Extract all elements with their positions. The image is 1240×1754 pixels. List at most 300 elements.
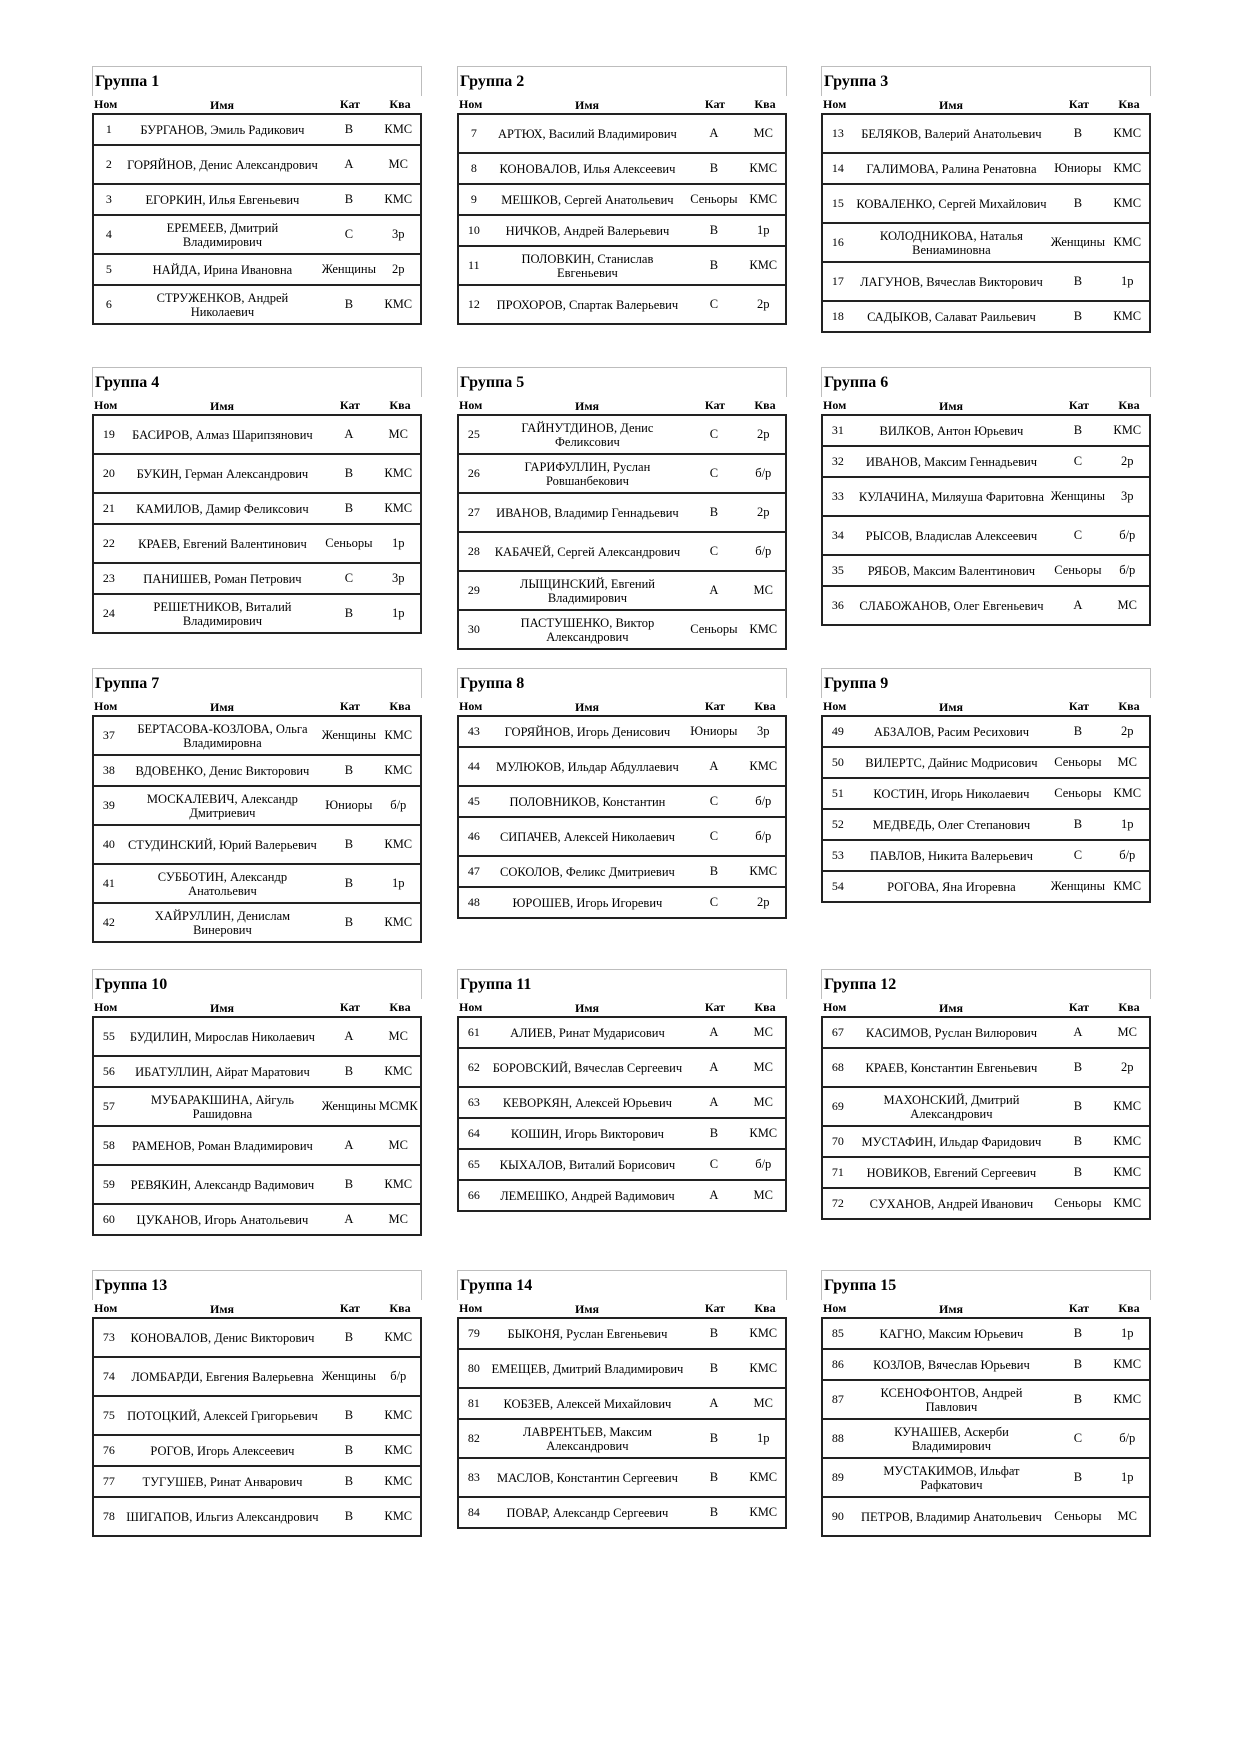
table-row [94,1436,420,1467]
cell-category: Юниоры [690,724,738,738]
header-qualification: Ква [1118,1000,1140,1014]
cell-name: РЕШЕТНИКОВ, Виталий Владимирович [153,599,292,628]
cell-num: 13 [831,126,844,140]
cell-num: 59 [102,1177,115,1191]
cell-name: КУНАШЕВ, Аскерби Владимирович [894,1424,1009,1453]
table-row [823,185,1149,224]
table-row [823,1189,1149,1218]
cell-qualification: КМС [384,915,413,929]
cell-num: 31 [831,423,844,437]
cell-name: МЕШКОВ, Сергей Анатольевич [501,192,674,207]
cell-qualification: б/р [1119,563,1136,577]
cell-num: 19 [102,427,115,441]
cell-name: САДЫКОВ, Салават Раильевич [867,309,1036,324]
table-header [92,1300,422,1319]
cell-name: КОЗЛОВ, Вячеслав Юрьевич [873,1357,1030,1372]
cell-num: 52 [831,817,844,831]
cell-qualification: КМС [384,728,413,742]
table-body [821,1319,1151,1537]
cell-name: ГОРЯЙНОВ, Денис Александрович [127,157,318,172]
cell-num: 21 [102,501,115,515]
header-category: Кат [704,398,726,412]
cell-name: РОГОВ, Игорь Алексеевич [150,1443,295,1458]
table-row [94,455,420,494]
cell-category: Сеньоры [1054,786,1102,800]
cell-qualification: МС [753,1188,773,1202]
cell-name: СТУДИНСКИЙ, Юрий Валерьевич [127,837,317,852]
cell-name: КОНОВАЛОВ, Илья Алексеевич [499,161,676,176]
table-row [459,1498,785,1527]
table-row [459,748,785,787]
cell-qualification: б/р [755,1157,772,1171]
cell-category: A [344,1212,354,1226]
table-row [94,1127,420,1166]
cell-name: МЕДВЕДЬ, Олег Степанович [872,817,1031,832]
cell-category: B [709,223,719,237]
table-row [94,787,420,826]
cell-qualification: МС [388,1029,408,1043]
table-row [94,185,420,216]
cell-category: B [1073,1357,1083,1371]
table-row [94,1088,420,1127]
header-qualification: Ква [754,699,776,713]
cell-qualification: 2р [1121,724,1134,738]
group-title: Группа 2 [457,66,787,96]
cell-name: СЛАБОЖАНОВ, Олег Евгеньевич [859,598,1044,613]
table-row [94,717,420,756]
table-row [823,1420,1149,1459]
cell-category: B [1073,126,1083,140]
cell-name: ПЕТРОВ, Владимир Анатольевич [860,1509,1042,1524]
table-row [94,756,420,787]
header-category: Кат [1068,1000,1090,1014]
cell-name: ХАЙРУЛЛИН, Денислам Винерович [154,908,291,937]
table-header [92,96,422,115]
cell-num: 54 [831,879,844,893]
cell-category: B [709,1470,719,1484]
cell-name: НАЙДА, Ирина Ивановна [152,262,293,277]
cell-category: B [344,606,354,620]
table-row [94,826,420,865]
header-qualification: Ква [1118,398,1140,412]
table-body [821,416,1151,626]
cell-name: ЮРОШЕВ, Игорь Игоревич [512,895,663,910]
table-row [94,216,420,255]
table-row [823,556,1149,587]
cell-num: 37 [102,728,115,742]
table-body [821,1018,1151,1220]
cell-category: B [1073,1060,1083,1074]
table-row [823,1049,1149,1088]
cell-num: 10 [467,223,480,237]
cell-category: B [344,763,354,777]
table-row [459,1018,785,1049]
cell-name: КАСИМОВ, Руслан Вилюрович [865,1025,1037,1040]
cell-num: 81 [467,1396,480,1410]
cell-num: 76 [102,1443,115,1457]
cell-category: B [1073,274,1083,288]
cell-qualification: КМС [384,1443,413,1457]
cell-qualification: КМС [384,1177,413,1191]
cell-name: ВИЛКОВ, Антон Юрьевич [879,423,1024,438]
header-num: Ном [823,398,847,412]
cell-qualification: КМС [1113,1134,1142,1148]
cell-num: 84 [467,1505,480,1519]
group-table [92,1270,422,1537]
table-header [92,999,422,1018]
header-category: Кат [704,97,726,111]
cell-category: B [344,1408,354,1422]
cell-category: B [709,1126,719,1140]
cell-qualification: МС [388,1138,408,1152]
cell-qualification: КМС [1113,1392,1142,1406]
cell-qualification: МС [753,1396,773,1410]
group-title: Группа 8 [457,668,787,698]
cell-category: B [344,876,354,890]
cell-num: 51 [831,786,844,800]
cell-name: МУБАРАКШИНА, Айгуль Рашидовна [150,1092,294,1121]
cell-name: КУЛАЧИНА, Миляуша Фаритовна [858,489,1044,504]
cell-category: B [344,837,354,851]
cell-category: B [344,297,354,311]
table-row [459,572,785,611]
cell-num: 61 [467,1025,480,1039]
cell-category: C [709,1157,719,1171]
cell-num: 83 [467,1470,480,1484]
cell-num: 4 [105,227,112,241]
cell-name: ПАВЛОВ, Никита Валерьевич [869,848,1033,863]
cell-qualification: КМС [749,1505,778,1519]
cell-name: БЫКОНЯ, Руслан Евгеньевич [507,1326,668,1341]
table-row [823,263,1149,302]
cell-qualification: КМС [749,161,778,175]
group-title: Группа 14 [457,1270,787,1300]
cell-num: 24 [102,606,115,620]
cell-name: ИВАНОВ, Максим Геннадьевич [865,454,1038,469]
group-title: Группа 4 [92,367,422,397]
cell-num: 33 [831,489,844,503]
cell-category: A [709,1188,719,1202]
cell-qualification: КМС [1113,423,1142,437]
cell-name: НИЧКОВ, Андрей Валерьевич [505,223,670,238]
cell-name: ШИГАПОВ, Ильгиз Александрович [126,1509,319,1524]
table-row [94,595,420,632]
cell-qualification: КМС [749,759,778,773]
cell-category: A [709,759,719,773]
cell-category: C [709,794,719,808]
header-name: Имя [939,1301,963,1316]
header-category: Кат [1068,1301,1090,1315]
cell-qualification: МС [753,1060,773,1074]
table-row [823,447,1149,478]
cell-category: A [344,157,354,171]
cell-qualification: 3р [392,571,405,585]
cell-category: B [1073,309,1083,323]
table-body [92,1319,422,1537]
cell-num: 20 [102,466,115,480]
header-name: Имя [939,398,963,413]
table-row [459,888,785,917]
table-row [459,1459,785,1498]
table-row [459,1420,785,1459]
cell-category: Юниоры [1054,161,1102,175]
header-num: Ном [459,1000,483,1014]
cell-qualification: КМС [749,1470,778,1484]
cell-qualification: КМС [749,1326,778,1340]
cell-num: 23 [102,571,115,585]
table-row [459,787,785,818]
cell-num: 14 [831,161,844,175]
cell-qualification: 2р [757,505,770,519]
cell-num: 7 [470,126,477,140]
group-table [457,668,787,919]
cell-name: РЯБОВ, Максим Валентинович [867,563,1036,578]
cell-qualification: б/р [390,798,407,812]
cell-name: СУХАНОВ, Андрей Иванович [869,1196,1034,1211]
group-table [92,668,422,943]
cell-category: Женщины [321,262,376,276]
table-row [823,478,1149,517]
group-title: Группа 9 [821,668,1151,698]
cell-num: 15 [831,196,844,210]
cell-qualification: 3р [392,227,405,241]
cell-num: 69 [831,1099,844,1113]
cell-name: АБЗАЛОВ, Расим Ресихович [873,724,1029,739]
table-row [823,1319,1149,1350]
cell-num: 88 [831,1431,844,1445]
cell-category: C [709,427,719,441]
cell-name: ПОЛОВКИН, Станислав Евгеньевич [521,251,654,280]
table-header [92,698,422,717]
cell-category: B [709,1431,719,1445]
cell-qualification: б/р [755,829,772,843]
cell-category: A [709,1095,719,1109]
cell-name: ГАЛИМОВА, Ралина Ренатовна [866,161,1037,176]
cell-qualification: 1р [392,876,405,890]
cell-qualification: КМС [1113,1165,1142,1179]
cell-qualification: КМС [384,501,413,515]
header-qualification: Ква [1118,97,1140,111]
cell-category: Сеньоры [690,622,738,636]
cell-num: 27 [467,505,480,519]
cell-qualification: МС [753,126,773,140]
header-num: Ном [459,699,483,713]
cell-category: B [1073,1392,1083,1406]
header-category: Кат [1068,97,1090,111]
cell-name: ЛЫЩИНСКИЙ, Евгений Владимирович [519,576,655,605]
cell-category: B [1073,196,1083,210]
cell-qualification: КМС [1113,879,1142,893]
cell-category: Сеньоры [690,192,738,206]
table-header [457,1300,787,1319]
cell-num: 55 [102,1029,115,1043]
cell-qualification: 1р [1121,274,1134,288]
cell-qualification: 2р [1121,1060,1134,1074]
header-num: Ном [459,398,483,412]
table-row [823,1381,1149,1420]
header-category: Кат [339,97,361,111]
cell-qualification: б/р [1119,848,1136,862]
cell-qualification: б/р [1119,528,1136,542]
table-header [457,999,787,1018]
table-row [94,904,420,941]
header-category: Кат [339,1000,361,1014]
table-header [457,397,787,416]
table-body [457,1319,787,1529]
cell-name: СУББОТИН, Александр Анатольевич [157,869,288,898]
cell-num: 29 [467,583,480,597]
table-row [459,216,785,247]
cell-name: МАХОНСКИЙ, Дмитрий Александрович [883,1092,1020,1121]
header-qualification: Ква [389,97,411,111]
header-qualification: Ква [389,1301,411,1315]
cell-qualification: КМС [384,466,413,480]
table-row [823,810,1149,841]
table-row [94,286,420,323]
cell-category: A [709,126,719,140]
cell-num: 1 [105,122,112,136]
header-num: Ном [459,97,483,111]
cell-qualification: МС [1117,755,1137,769]
cell-name: СТРУЖЕНКОВ, Андрей Николаевич [156,290,289,319]
cell-qualification: КМС [384,1064,413,1078]
cell-category: B [344,122,354,136]
cell-category: A [709,583,719,597]
table-row [823,1498,1149,1535]
cell-qualification: б/р [755,794,772,808]
header-category: Кат [704,1000,726,1014]
cell-category: B [344,1330,354,1344]
cell-qualification: б/р [755,544,772,558]
cell-qualification: КМС [1113,309,1142,323]
header-category: Кат [339,398,361,412]
cell-qualification: МСМК [378,1099,418,1113]
cell-category: B [1073,724,1083,738]
cell-name: ПОВАР, Александр Сергеевич [506,1505,669,1520]
cell-num: 18 [831,309,844,323]
table-row [459,286,785,323]
table-row [459,717,785,748]
header-qualification: Ква [754,1000,776,1014]
header-qualification: Ква [389,1000,411,1014]
cell-qualification: КМС [749,864,778,878]
group-table [457,1270,787,1529]
table-row [459,1350,785,1389]
cell-num: 6 [105,297,112,311]
cell-num: 66 [467,1188,480,1202]
table-row [459,185,785,216]
cell-qualification: КМС [1113,196,1142,210]
table-row [459,1181,785,1210]
group-title: Группа 5 [457,367,787,397]
cell-num: 80 [467,1361,480,1375]
table-body [92,1018,422,1236]
cell-num: 71 [831,1165,844,1179]
table-header [92,397,422,416]
table-row [823,224,1149,263]
header-category: Кат [704,699,726,713]
table-row [823,748,1149,779]
group-table [821,367,1151,626]
group-title: Группа 11 [457,969,787,999]
table-row [459,857,785,888]
table-row [823,1459,1149,1498]
header-category: Кат [339,699,361,713]
table-row [823,115,1149,154]
header-num: Ном [94,699,118,713]
cell-category: B [1073,1134,1083,1148]
cell-category: Женщины [1050,235,1105,249]
cell-category: B [344,1177,354,1191]
table-row [459,818,785,857]
header-name: Имя [575,699,599,714]
table-row [823,717,1149,748]
cell-name: ПОТОЦКИЙ, Алексей Григорьевич [127,1408,318,1423]
table-row [823,1127,1149,1158]
table-row [94,115,420,146]
group-table [821,1270,1151,1537]
group-table [457,367,787,650]
table-row [94,1467,420,1498]
cell-num: 16 [831,235,844,249]
cell-num: 26 [467,466,480,480]
table-row [459,1049,785,1088]
cell-num: 30 [467,622,480,636]
cell-category: C [1073,454,1083,468]
cell-category: B [709,161,719,175]
cell-name: КОВАЛЕНКО, Сергей Михайлович [856,196,1047,211]
cell-name: ПОЛОВНИКОВ, Константин [509,794,666,809]
cell-num: 75 [102,1408,115,1422]
table-row [823,517,1149,556]
cell-name: ИБАТУЛЛИН, Айрат Маратович [135,1064,310,1079]
table-header [821,96,1151,115]
table-row [94,1057,420,1088]
cell-category: B [344,1443,354,1457]
table-body [457,717,787,919]
cell-name: КОСТИН, Игорь Николаевич [873,786,1030,801]
table-row [94,1166,420,1205]
cell-qualification: КМС [384,763,413,777]
table-row [94,865,420,904]
cell-num: 17 [831,274,844,288]
cell-qualification: МС [388,1212,408,1226]
cell-name: РЫСОВ, Владислав Алексеевич [865,528,1038,543]
cell-category: B [344,1509,354,1523]
header-num: Ном [823,1000,847,1014]
group-title: Группа 1 [92,66,422,96]
cell-num: 82 [467,1431,480,1445]
table-row [94,1498,420,1535]
table-body [457,1018,787,1212]
group-title: Группа 10 [92,969,422,999]
cell-name: ЕМЕЩЕВ, Дмитрий Владимирович [491,1361,684,1376]
cell-name: БЕРТАСОВА-КОЗЛОВА, Ольга Владимировна [137,721,308,750]
cell-qualification: 2р [392,262,405,276]
cell-category: B [344,501,354,515]
cell-name: МОСКАЛЕВИЧ, Александр Дмитриевич [146,791,298,820]
cell-category: A [1073,1025,1083,1039]
table-body [457,416,787,650]
cell-category: B [1073,1165,1083,1179]
table-row [823,416,1149,447]
cell-category: C [1073,528,1083,542]
cell-category: B [709,864,719,878]
cell-num: 38 [102,763,115,777]
cell-qualification: КМС [749,1361,778,1375]
cell-name: ГАЙНУТДИНОВ, Денис Феликсович [521,420,654,449]
cell-num: 64 [467,1126,480,1140]
